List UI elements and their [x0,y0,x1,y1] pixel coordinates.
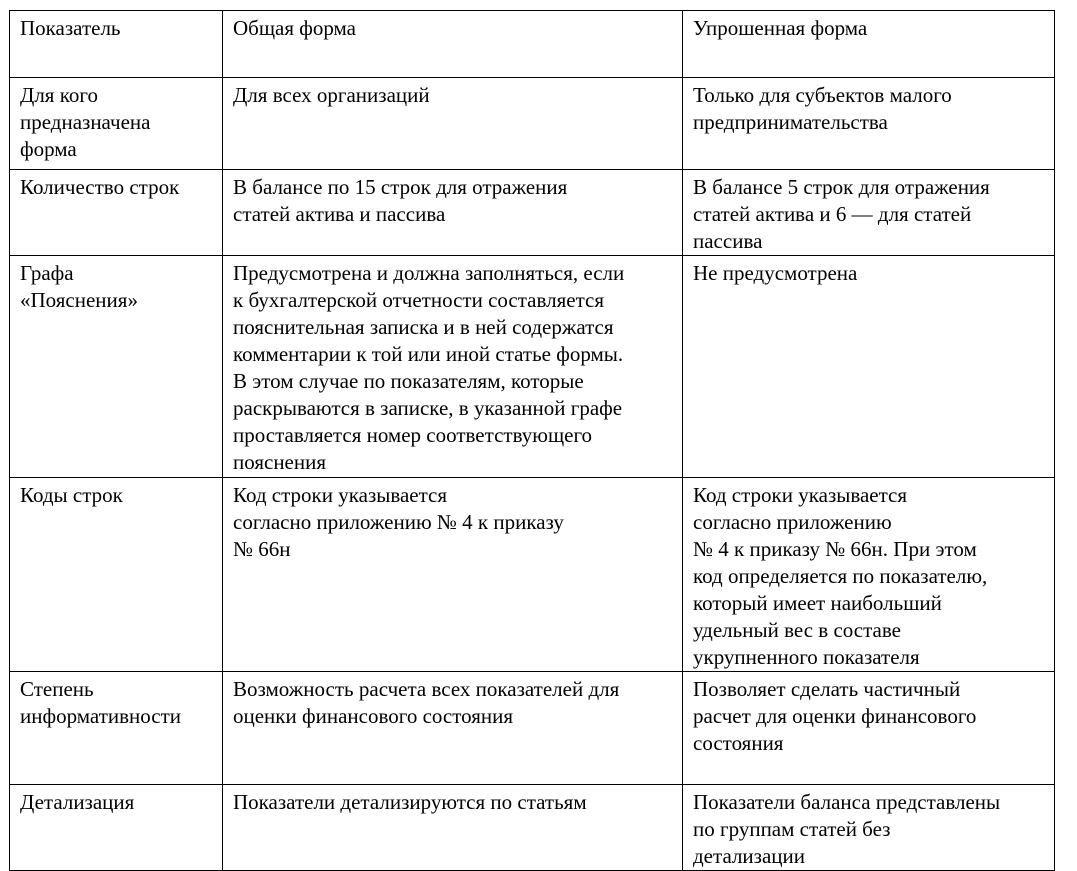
cell-simplified: Не предусмотрена [683,256,1055,478]
header-cell-simplified: Упрошенная форма [683,11,1055,78]
header-cell-indicator: Показатель [10,11,223,78]
header-cell-general: Общая форма [223,11,683,78]
table-row [10,170,1055,256]
table-row [10,672,1055,785]
cell-general: Показатели детализируются по статьям [223,785,683,871]
cell-general: Код строки указывается согласно приложению № 4 к приказу № 66н [223,478,683,672]
table-row [10,256,1055,478]
cell-indicator: Коды строк [10,478,223,672]
cell-indicator: Детализация [10,785,223,871]
cell-general: Предусмотрена и должна заполняться, если к бухгалтерской отчетности составляется пояснительная записка и в ней содержатся комментарии к той или иной статье формы. В этом случае по показателям, которые раскрываются в записке, в указанной графе проставляется номер соответствующего пояснения [223,256,683,478]
cell-indicator: Количество строк [10,170,223,256]
table-header-row [10,11,1055,78]
table-row [10,478,1055,672]
cell-indicator: Для кого предназначена форма [10,78,223,170]
cell-indicator: Графа «Пояснения» [10,256,223,478]
comparison-table [9,10,1055,871]
cell-general: Возможность расчета всех показателей для оценки финансового состояния [223,672,683,785]
cell-indicator: Степень информативности [10,672,223,785]
cell-simplified: Позволяет сделать частичный расчет для оценки финансового состояния [683,672,1055,785]
cell-simplified: В балансе 5 строк для отражения статей актива и 6 — для статей пассива [683,170,1055,256]
cell-general: В балансе по 15 строк для отражения статей актива и пассива [223,170,683,256]
table-row [10,785,1055,871]
cell-simplified: Показатели баланса представлены по группам статей без детализации [683,785,1055,871]
table-row [10,78,1055,170]
cell-general: Для всех организаций [223,78,683,170]
cell-simplified: Код строки указывается согласно приложению № 4 к приказу № 66н. При этом код определяется по показателю, который имеет наибольший удельный вес в составе укрупненного показателя [683,478,1055,672]
cell-simplified: Только для субъектов малого предпринимательства [683,78,1055,170]
